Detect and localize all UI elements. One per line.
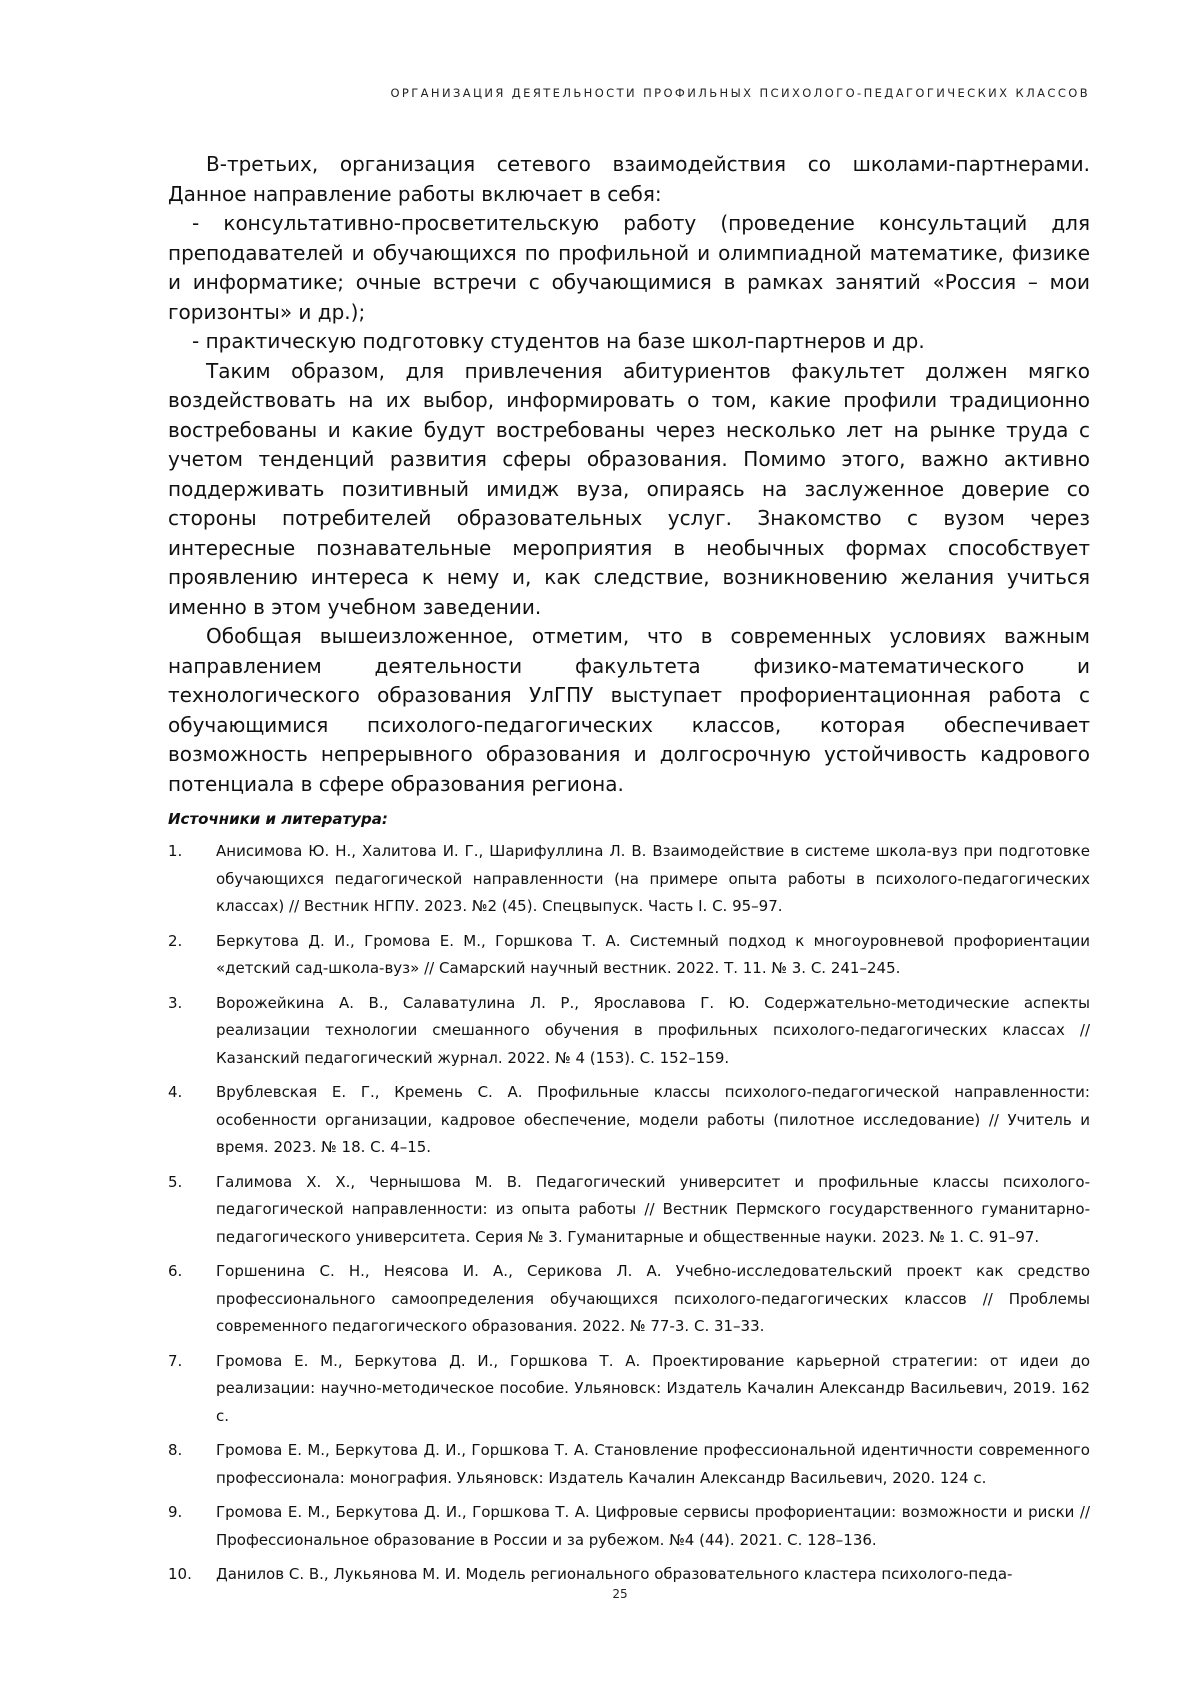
references-section — [168, 810, 1090, 1596]
reference-number: 8. — [168, 1441, 183, 1459]
reference-text: Врублевская Е. Г., Кремень С. А. Профильные классы психолого-педагогической направленности: особенности организации, кадровое обеспечение, модели работы (пилотное исследование) // Учитель и время. 2023. № 18. С. 4–15. — [216, 1083, 1090, 1156]
reference-number: 10. — [168, 1565, 192, 1583]
reference-item — [168, 838, 1090, 921]
reference-item — [168, 1561, 1090, 1589]
reference-item — [168, 1437, 1090, 1492]
paragraph-conclusion: Обобщая вышеизложенное, отметим, что в современных условиях важным направлением деятельности факультета физико-математического и технологического образования УлГПУ выступает профориентационная работа с обучающимися психолого-педагогических классов, которая обеспечивает возможность непрерывного образования и долгосрочную устойчивость кадрового потенциала в сфере образования региона. — [168, 624, 1090, 796]
reference-item — [168, 1079, 1090, 1162]
reference-text: Беркутова Д. И., Громова Е. М., Горшкова Т. А. Системный подход к многоуровневой профориентации «детский сад-школа-вуз» // Самарский научный вестник. 2022. Т. 11. № 3. С. 241–245. — [216, 931, 1090, 977]
reference-number: 7. — [168, 1351, 183, 1370]
reference-text: Громова Е. М., Беркутова Д. И., Горшкова Т. А. Цифровые сервисы профориентации: возможности и риски // Профессиональное образование в России и за рубежом. №4 (44). 2021. С. 128–136. — [216, 1503, 1090, 1549]
reference-number: 2. — [168, 931, 183, 950]
reference-number: 3. — [168, 993, 183, 1012]
reference-text: Галимова Х. Х., Чернышова М. В. Педагогический университет и профильные классы психолого-педагогической направленности: из опыта работы // Вестник Пермского государственного гуманитарно-педагогического университета. Серия № 3. Гуманитарные и общественные науки. 2023. № 1. С. 91–97. — [216, 1172, 1090, 1246]
reference-item — [168, 928, 1090, 983]
running-head: ОРГАНИЗАЦИЯ ДЕЯТЕЛЬНОСТИ ПРОФИЛЬНЫХ ПСИХОЛОГО-ПЕДАГОГИЧЕСКИХ КЛАССОВ — [390, 86, 1090, 100]
reference-text: Данилов С. В., Лукьянова М. И. Модель регионального образовательного кластера психолого-педа- — [216, 1565, 1013, 1583]
reference-item — [168, 1499, 1090, 1554]
list-item-practical-training: - практическую подготовку студентов на базе школ-партнеров и др. — [192, 329, 925, 353]
reference-number: 9. — [168, 1503, 183, 1521]
list-item-consulting: - консультативно-просветительскую работу (проведение консультаций для преподавателей и обучающихся по профильной и олимпиадной математике, физике и информатике; очные встречи с обучающимися в рамках занятий «Россия – мои горизонты» и др.); — [168, 211, 1090, 324]
reference-item — [168, 990, 1090, 1073]
reference-item — [168, 1348, 1090, 1431]
reference-text: Громова Е. М., Беркутова Д. И., Горшкова Т. А. Проектирование карьерной стратегии: от идеи до реализации: научно-методическое пособие. Ульяновск: Издатель Качалин Александр Васильевич, 2019. 162 с. — [216, 1351, 1090, 1425]
references-heading: Источники и литература: — [168, 810, 388, 828]
reference-number: 1. — [168, 842, 183, 860]
paragraph-network-interaction: В-третьих, организация сетевого взаимодействия со школами-партнерами. Данное направление работы включает в себя: — [168, 152, 1090, 206]
reference-item — [168, 1169, 1090, 1252]
reference-text: Анисимова Ю. Н., Халитова И. Г., Шарифуллина Л. В. Взаимодействие в системе школа-вуз при подготовке обучающихся педагогической направленности (на примере опыта работы в психолого-педагогических классах) // Вестник НГПУ. 2023. №2 (45). Спецвыпуск. Часть I. С. 95–97. — [216, 842, 1090, 915]
reference-number: 4. — [168, 1083, 183, 1101]
reference-text: Ворожейкина А. В., Салаватулина Л. Р., Ярославова Г. Ю. Содержательно-методические аспекты реализации технологии смешанного обучения в профильных психолого-педагогических классах // Казанский педагогический журнал. 2022. № 4 (153). С. 152–159. — [216, 993, 1090, 1067]
body-text — [168, 150, 1090, 799]
reference-number: 6. — [168, 1262, 183, 1280]
reference-text: Горшенина С. Н., Неясова И. А., Серикова Л. А. Учебно-исследовательский проект как средство профессионального самоопределения обучающихся психолого-педагогических классов // Проблемы современного педагогического образования. 2022. № 77-3. С. 31–33. — [216, 1262, 1090, 1335]
paragraph-attracting-applicants: Таким образом, для привлечения абитуриентов факультет должен мягко воздействовать на их выбор, информировать о том, какие профили традиционно востребованы и какие будут востребованы через несколько лет на рынке труда с учетом тенденций развития сферы образования. Помимо этого, важно активно поддерживать позитивный имидж вуза, опираясь на заслуженное доверие со стороны потребителей образовательных услуг. Знакомство с вузом через интересные познавательные мероприятия в необычных формах способствует проявлению интереса к нему и, как следствие, возникновению желания учиться именно в этом учебном заведении. — [168, 358, 1090, 619]
page-number: 25 — [612, 1587, 628, 1601]
reference-item — [168, 1258, 1090, 1341]
reference-number: 5. — [168, 1172, 183, 1191]
reference-text: Громова Е. М., Беркутова Д. И., Горшкова Т. А. Становление профессиональной идентичности современного профессионала: монография. Ульяновск: Издатель Качалин Александр Васильевич, 2020. 124 с. — [216, 1441, 1090, 1487]
references-list — [168, 838, 1090, 1589]
